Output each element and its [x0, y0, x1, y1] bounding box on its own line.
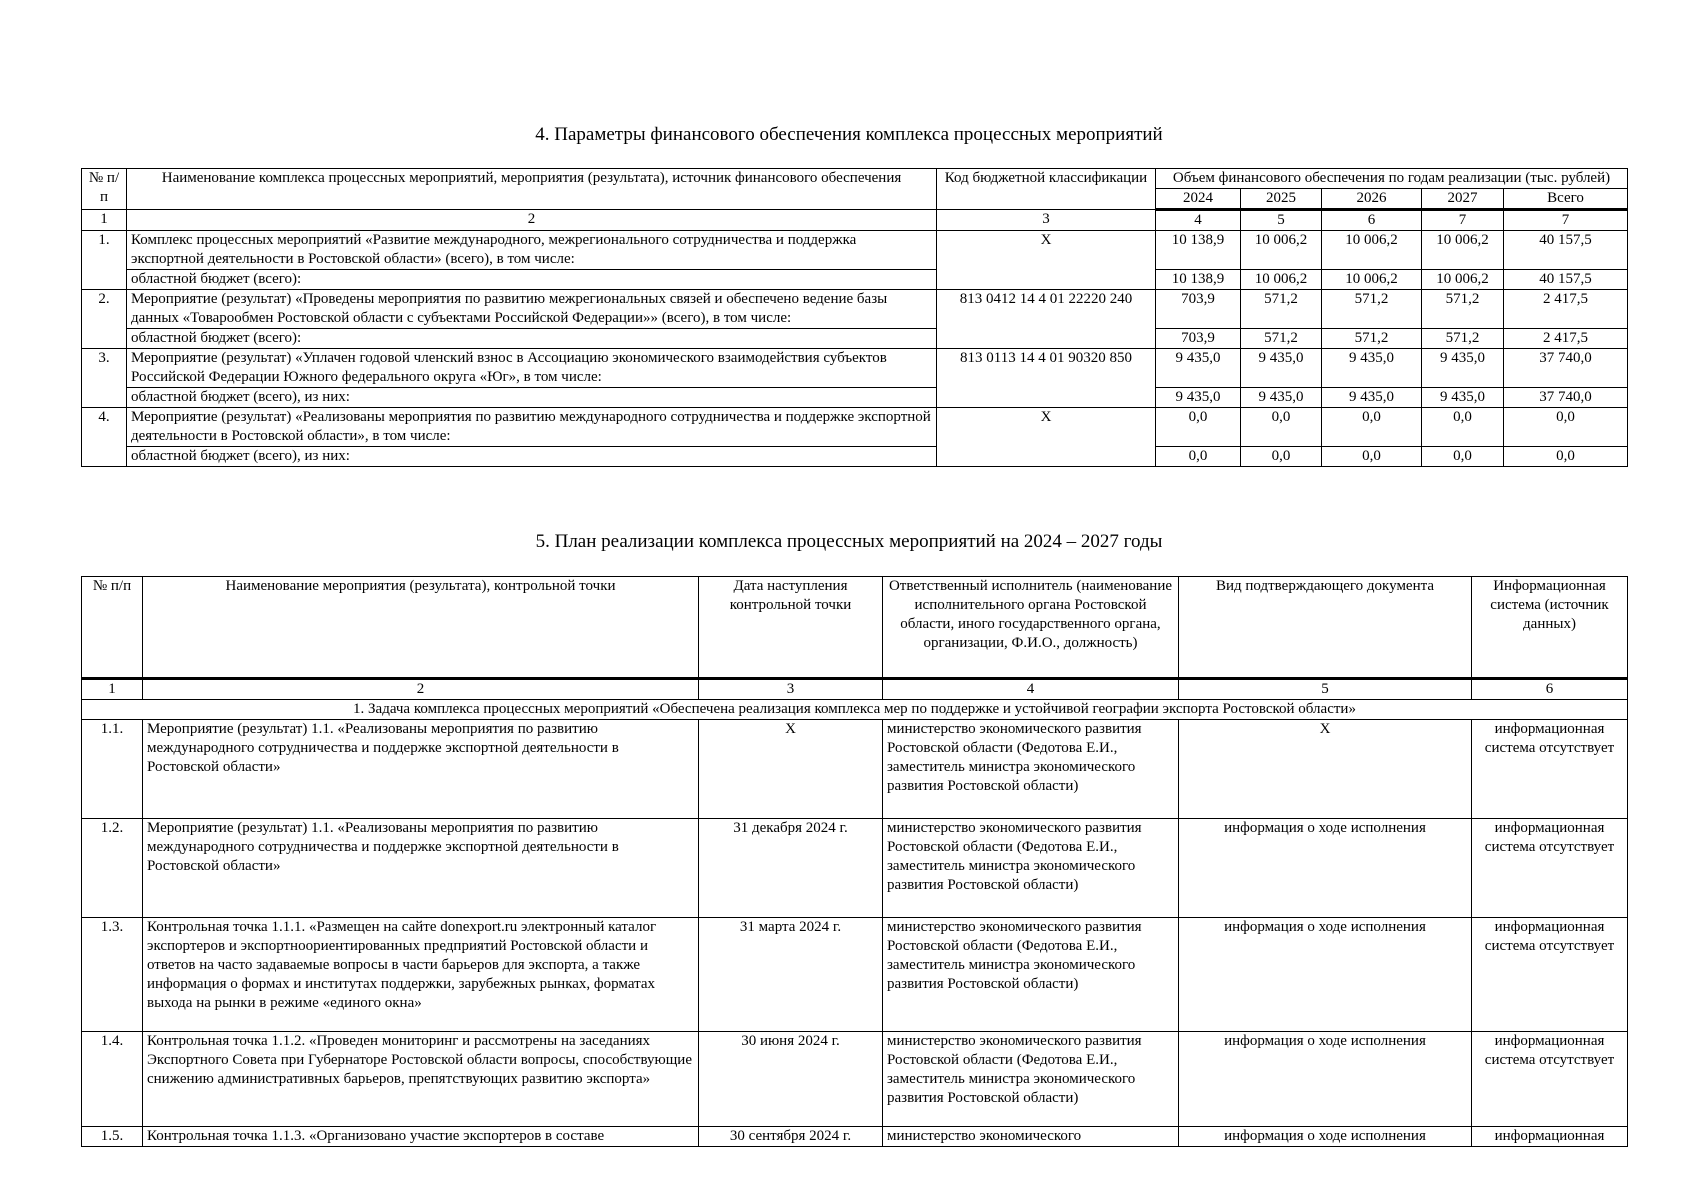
row-name: Мероприятие (результат) 1.1. «Реализованы мероприятия по развитию международного сотрудничества и поддержке экспортной деятельности в Ростовской области» [143, 819, 699, 918]
value-cell: 571,2 [1322, 329, 1422, 349]
row-code: 813 0412 14 4 01 22220 240 [937, 290, 1156, 349]
implementation-plan-table [81, 576, 1628, 1147]
table-row [82, 720, 1628, 819]
col-number: 5 [1179, 679, 1472, 700]
financing-table [81, 168, 1628, 467]
value-cell: 0,0 [1156, 408, 1241, 447]
row-system: информационная система отсутствует [1472, 918, 1628, 1032]
row-system: информационная система отсутствует [1472, 819, 1628, 918]
table-row [82, 918, 1628, 1032]
table-row [82, 231, 1628, 270]
header-document: Вид подтверждающего документа [1179, 577, 1472, 679]
table-row [82, 819, 1628, 918]
row-num: 1.3. [82, 918, 143, 1032]
row-responsible: министерство экономического развития Ростовской области (Федотова Е.И., заместитель министра экономического развития Ростовской области) [883, 1032, 1179, 1127]
row-name: Мероприятие (результат) «Уплачен годовой членский взнос в Ассоциацию экономического взаимодействия субъектов Российской Федерации Южного федерального округа «Юг», в том числе: [127, 349, 937, 388]
value-cell: 9 435,0 [1322, 349, 1422, 388]
col-number: 7 [1504, 210, 1628, 231]
value-cell: 37 740,0 [1504, 349, 1628, 388]
col-number: 2 [127, 210, 937, 231]
row-date: 30 июня 2024 г. [699, 1032, 883, 1127]
value-cell: 0,0 [1156, 447, 1241, 467]
table-row [82, 349, 1628, 388]
value-cell: 0,0 [1241, 447, 1322, 467]
value-cell: 37 740,0 [1504, 388, 1628, 408]
value-cell: 571,2 [1322, 290, 1422, 329]
row-num: 2. [82, 290, 127, 349]
value-cell: 0,0 [1322, 447, 1422, 467]
table-subrow [82, 447, 1628, 467]
value-cell: 10 006,2 [1422, 270, 1504, 290]
row-code: X [937, 231, 1156, 290]
row-date: 31 марта 2024 г. [699, 918, 883, 1032]
header-date: Дата наступления контрольной точки [699, 577, 883, 679]
task-row [82, 700, 1628, 720]
col-number: 2 [143, 679, 699, 700]
value-cell: 9 435,0 [1422, 388, 1504, 408]
value-cell: 10 006,2 [1422, 231, 1504, 270]
row-num: 3. [82, 349, 127, 408]
row-document: информация о ходе исполнения [1179, 819, 1472, 918]
value-cell: 10 006,2 [1241, 231, 1322, 270]
value-cell: 571,2 [1241, 290, 1322, 329]
row-date: X [699, 720, 883, 819]
value-cell: 703,9 [1156, 329, 1241, 349]
header-name: Наименование комплекса процессных мероприятий, мероприятия (результата), источник финансового обеспечения [127, 169, 937, 210]
row-responsible: министерство экономического развития Ростовской области (Федотова Е.И., заместитель министра экономического развития Ростовской области) [883, 819, 1179, 918]
col-number: 5 [1241, 210, 1322, 231]
header-year: 2026 [1322, 189, 1422, 210]
col-number: 4 [1156, 210, 1241, 231]
value-cell: 571,2 [1422, 290, 1504, 329]
value-cell: 10 006,2 [1241, 270, 1322, 290]
col-number: 3 [937, 210, 1156, 231]
header-responsible: Ответственный исполнитель (наименование исполнительного органа Ростовской области, иного государственного органа, организации, Ф.И.О., должность) [883, 577, 1179, 679]
value-cell: 0,0 [1422, 447, 1504, 467]
value-cell: 703,9 [1156, 290, 1241, 329]
row-num: 1.2. [82, 819, 143, 918]
row-document: информация о ходе исполнения [1179, 1032, 1472, 1127]
table-row [82, 408, 1628, 447]
header-num: № п/п [82, 577, 143, 679]
column-numbers-row [82, 679, 1628, 700]
value-cell: 2 417,5 [1504, 329, 1628, 349]
row-name: Контрольная точка 1.1.1. «Размещен на сайте donexport.ru электронный каталог экспортеров и экспортноориентированных предприятий Ростовской области и ответов на часто задаваемые вопросы в части барьеров для экспорта, а также информация о формах и институтах поддержки, зарубежных рынках, форматах выхода на рынки в режиме «единого окна» [143, 918, 699, 1032]
table-subrow [82, 388, 1628, 408]
col-number: 7 [1422, 210, 1504, 231]
value-cell: 571,2 [1241, 329, 1322, 349]
value-cell: 9 435,0 [1241, 349, 1322, 388]
header-num: № п/п [82, 169, 127, 210]
value-cell: 40 157,5 [1504, 270, 1628, 290]
value-cell: 9 435,0 [1241, 388, 1322, 408]
section-5-title: 5. План реализации комплекса процессных мероприятий на 2024 – 2027 годы [535, 531, 1163, 552]
col-number: 4 [883, 679, 1179, 700]
value-cell: 40 157,5 [1504, 231, 1628, 270]
row-code: 813 0113 14 4 01 90320 850 [937, 349, 1156, 408]
row-responsible: министерство экономического развития Ростовской области (Федотова Е.И., заместитель министра экономического развития Ростовской области) [883, 720, 1179, 819]
table-row [82, 1032, 1628, 1127]
row-document: информация о ходе исполнения [1179, 918, 1472, 1032]
row-name: Мероприятие (результат) 1.1. «Реализованы мероприятия по развитию международного сотрудничества и поддержке экспортной деятельности в Ростовской области» [143, 720, 699, 819]
row-subname: областной бюджет (всего), из них: [127, 388, 937, 408]
header-system: Информационная система (источник данных) [1472, 577, 1628, 679]
task-title: 1. Задача комплекса процессных мероприятий «Обеспечена реализация комплекса мер по поддержке и устойчивой географии экспорта Ростовской области» [82, 700, 1628, 720]
header-year: 2025 [1241, 189, 1322, 210]
row-document: информация о ходе исполнения [1179, 1127, 1472, 1147]
col-number: 6 [1322, 210, 1422, 231]
header-name: Наименование мероприятия (результата), контрольной точки [143, 577, 699, 679]
row-date: 30 сентября 2024 г. [699, 1127, 883, 1147]
col-number: 6 [1472, 679, 1628, 700]
value-cell: 9 435,0 [1156, 349, 1241, 388]
col-number: 1 [82, 210, 127, 231]
value-cell: 571,2 [1422, 329, 1504, 349]
row-code: X [937, 408, 1156, 467]
row-num: 4. [82, 408, 127, 467]
row-name: Контрольная точка 1.1.3. «Организовано участие экспортеров в составе [143, 1127, 699, 1147]
value-cell: 0,0 [1504, 408, 1628, 447]
value-cell: 10 006,2 [1322, 231, 1422, 270]
row-subname: областной бюджет (всего): [127, 270, 937, 290]
header-code: Код бюджетной классификации [937, 169, 1156, 210]
value-cell: 10 138,9 [1156, 270, 1241, 290]
row-num: 1. [82, 231, 127, 290]
table-subrow [82, 329, 1628, 349]
value-cell: 0,0 [1322, 408, 1422, 447]
row-num: 1.1. [82, 720, 143, 819]
value-cell: 10 138,9 [1156, 231, 1241, 270]
row-date: 31 декабря 2024 г. [699, 819, 883, 918]
col-number: 3 [699, 679, 883, 700]
table-row [82, 1127, 1628, 1147]
row-system: информационная система отсутствует [1472, 1032, 1628, 1127]
row-subname: областной бюджет (всего): [127, 329, 937, 349]
section-4-title: 4. Параметры финансового обеспечения комплекса процессных мероприятий [535, 124, 1163, 145]
row-document: X [1179, 720, 1472, 819]
value-cell: 9 435,0 [1322, 388, 1422, 408]
column-numbers-row [82, 210, 1628, 231]
row-subname: областной бюджет (всего), из них: [127, 447, 937, 467]
value-cell: 10 006,2 [1322, 270, 1422, 290]
row-name: Комплекс процессных мероприятий «Развитие международного, межрегионального сотрудничества и поддержка экспортной деятельности в Ростовской области» (всего), в том числе: [127, 231, 937, 270]
row-name: Контрольная точка 1.1.2. «Проведен мониторинг и рассмотрены на заседаниях Экспортного Совета при Губернаторе Ростовской области вопросы, способствующие снижению административных барьеров, препятствующих развитию экспорта» [143, 1032, 699, 1127]
row-num: 1.5. [82, 1127, 143, 1147]
row-system: информационная [1472, 1127, 1628, 1147]
row-responsible: министерство экономического [883, 1127, 1179, 1147]
header-year: 2027 [1422, 189, 1504, 210]
table-subrow [82, 270, 1628, 290]
value-cell: 2 417,5 [1504, 290, 1628, 329]
header-total: Всего [1504, 189, 1628, 210]
row-system: информационная система отсутствует [1472, 720, 1628, 819]
value-cell: 9 435,0 [1422, 349, 1504, 388]
col-number: 1 [82, 679, 143, 700]
header-year: 2024 [1156, 189, 1241, 210]
value-cell: 0,0 [1241, 408, 1322, 447]
value-cell: 0,0 [1504, 447, 1628, 467]
value-cell: 0,0 [1422, 408, 1504, 447]
row-num: 1.4. [82, 1032, 143, 1127]
value-cell: 9 435,0 [1156, 388, 1241, 408]
header-volume: Объем финансового обеспечения по годам реализации (тыс. рублей) [1156, 169, 1628, 189]
table-row [82, 290, 1628, 329]
row-name: Мероприятие (результат) «Проведены мероприятия по развитию межрегиональных связей и обеспечено ведение базы данных «Товарообмен Ростовской области с субъектами Российской Федерации»» (всего), в том числе: [127, 290, 937, 329]
row-name: Мероприятие (результат) «Реализованы мероприятия по развитию международного сотрудничества и поддержке экспортной деятельности в Ростовской области», в том числе: [127, 408, 937, 447]
row-responsible: министерство экономического развития Ростовской области (Федотова Е.И., заместитель министра экономического развития Ростовской области) [883, 918, 1179, 1032]
